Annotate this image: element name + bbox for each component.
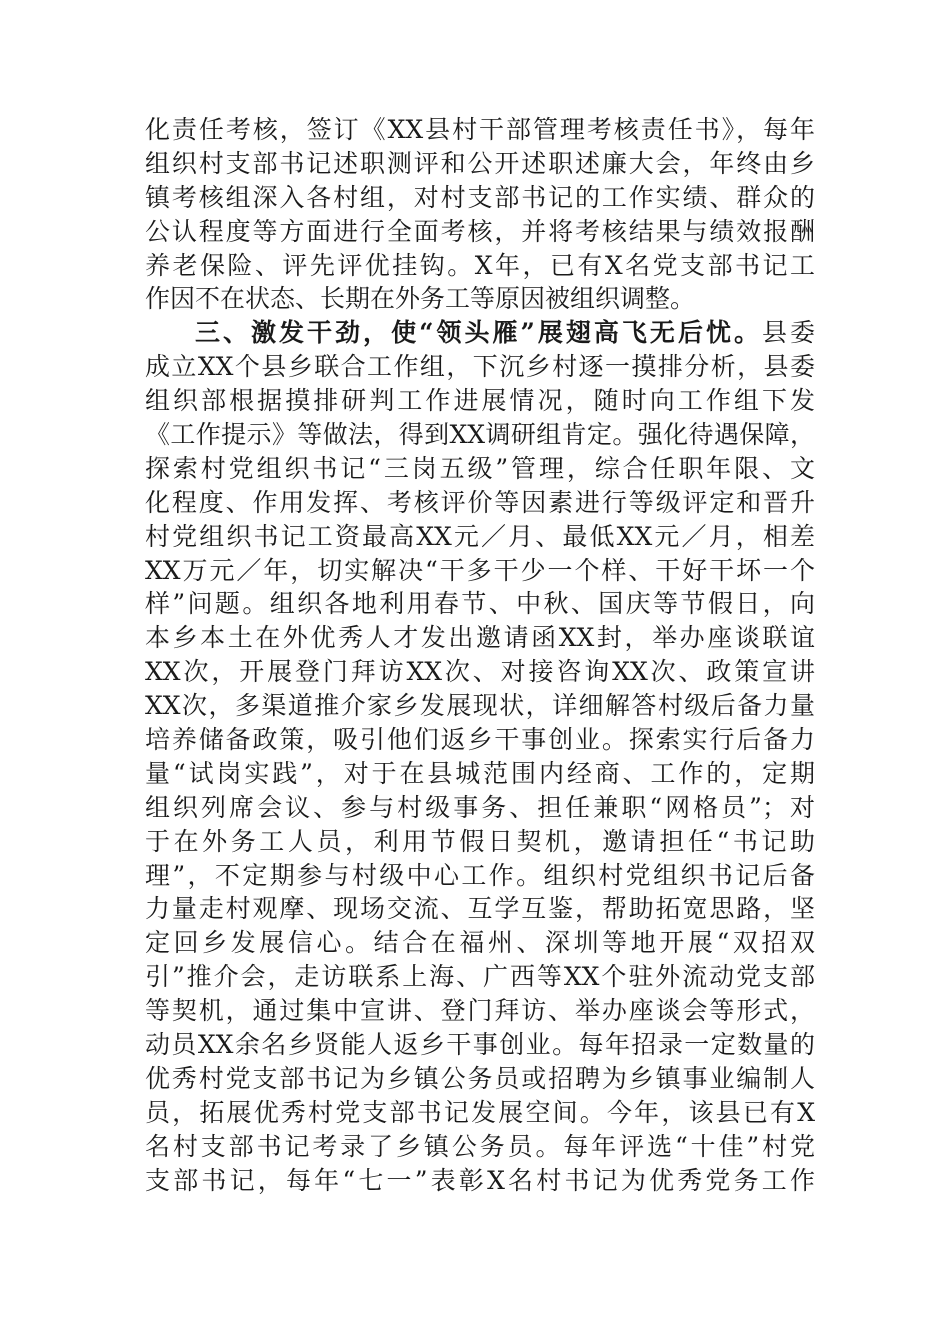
line-text: 成立XX个县乡联合工作组，下沉乡村逐一摸排分析，县委: [145, 352, 815, 382]
line-text: 镇考核组深入各村组，对村支部书记的工作实绩、群众的: [145, 182, 815, 212]
text-line: [145, 757, 815, 791]
text-line: [145, 825, 815, 859]
line-text: 培养储备政策，吸引他们返乡干事创业。探索实行后备力: [145, 725, 815, 755]
line-text: 优秀村党支部书记为乡镇公务员或招聘为乡镇事业编制人: [145, 1063, 815, 1093]
text-line: [145, 350, 815, 384]
body-text: [145, 113, 815, 1198]
line-text: 等契机，通过集中宣讲、登门拜访、举办座谈会等形式，: [145, 996, 815, 1026]
line-text: 量“试岗实践”，对于在县城范围内经商、工作的，定期: [145, 758, 815, 788]
text-line: [145, 215, 815, 249]
text-line: [145, 621, 815, 655]
line-text: XX次，开展登门拜访XX次、对接咨询XX次、政策宣讲: [145, 657, 815, 687]
text-line: [145, 452, 815, 486]
text-line: [145, 791, 815, 825]
section-heading: 三、激发干劲，使“领头雁”展翅高飞无后忧。: [195, 318, 762, 348]
text-line: [145, 418, 815, 452]
text-line: [145, 926, 815, 960]
line-text: 化责任考核，签订《XX县村干部管理考核责任书》，每年: [145, 115, 815, 144]
text-line: [145, 1096, 815, 1130]
line-text: 力量走村观摩、现场交流、互学互鉴，帮助拓宽思路，坚: [145, 894, 815, 924]
line-text: 动员XX余名乡贤能人返乡干事创业。每年招录一定数量的: [145, 1030, 815, 1060]
line-text: 组织村支部书记述职测评和公开述职述廉大会，年终由乡: [145, 148, 815, 178]
text-line: [145, 1062, 815, 1096]
line-text: 公认程度等方面进行全面考核，并将考核结果与绩效报酬: [145, 216, 815, 246]
line-text: 支部书记，每年“七一”表彰X名村书记为优秀党务工作: [145, 1165, 815, 1195]
text-line: [145, 1130, 815, 1164]
line-text: XX次，多渠道推介家乡发展现状，详细解答村级后备力量: [145, 691, 815, 721]
text-line: [145, 689, 815, 723]
line-text: 探索村党组织书记“三岗五级”管理，综合任职年限、文: [145, 453, 815, 483]
line-text: 县委: [761, 318, 815, 348]
line-text: 于在外务工人员，利用节假日契机，邀请担任“书记助: [145, 826, 815, 856]
text-line: [145, 181, 815, 215]
text-line: [145, 994, 815, 1028]
text-line: [145, 249, 815, 283]
line-text: 员，拓展优秀村党支部书记发展空间。今年，该县已有X: [145, 1097, 815, 1127]
text-line: [145, 554, 815, 588]
line-text: 理”，不定期参与村级中心工作。组织村党组织书记后备: [145, 860, 815, 890]
text-line: [145, 486, 815, 520]
line-text: 村党组织书记工资最高XX元／月、最低XX元／月，相差: [145, 521, 815, 551]
line-text: 化程度、作用发挥、考核评价等因素进行等级评定和晋升: [145, 487, 815, 517]
text-line: [145, 316, 815, 350]
line-text: 引”推介会，走访联系上海、广西等XX个驻外流动党支部: [145, 962, 815, 992]
text-line: [145, 587, 815, 621]
text-line: [145, 892, 815, 926]
text-line: [145, 723, 815, 757]
text-line: [145, 960, 815, 994]
text-line: [145, 520, 815, 554]
text-line: [145, 1164, 815, 1198]
text-line: [145, 113, 815, 147]
text-line: [145, 147, 815, 181]
line-text: 本乡本土在外优秀人才发出邀请函XX封，举办座谈联谊: [145, 623, 815, 653]
text-line: [145, 1028, 815, 1062]
line-text: 《工作提示》等做法，得到XX调研组肯定。强化待遇保障，: [145, 420, 815, 450]
text-line: [145, 859, 815, 893]
line-text: 组织部根据摸排研判工作进展情况，随时向工作组下发: [145, 386, 815, 416]
line-text: 样”问题。组织各地利用春节、中秋、国庆等节假日，向: [145, 589, 815, 619]
text-line: [145, 655, 815, 689]
text-line: [145, 282, 815, 316]
line-text: 组织列席会议、参与村级事务、担任兼职“网格员”；对: [145, 792, 815, 822]
text-line: [145, 384, 815, 418]
line-text: 定回乡发展信心。结合在福州、深圳等地开展“双招双: [145, 928, 815, 958]
line-text: XX万元／年，切实解决“干多干少一个样、干好干坏一个: [145, 555, 815, 585]
line-text: 作因不在状态、长期在外务工等原因被组织调整。: [145, 284, 696, 314]
line-text: 养老保险、评先评优挂钩。X年，已有X名党支部书记工: [145, 250, 815, 280]
line-text: 名村支部书记考录了乡镇公务员。每年评选“十佳”村党: [145, 1131, 815, 1161]
